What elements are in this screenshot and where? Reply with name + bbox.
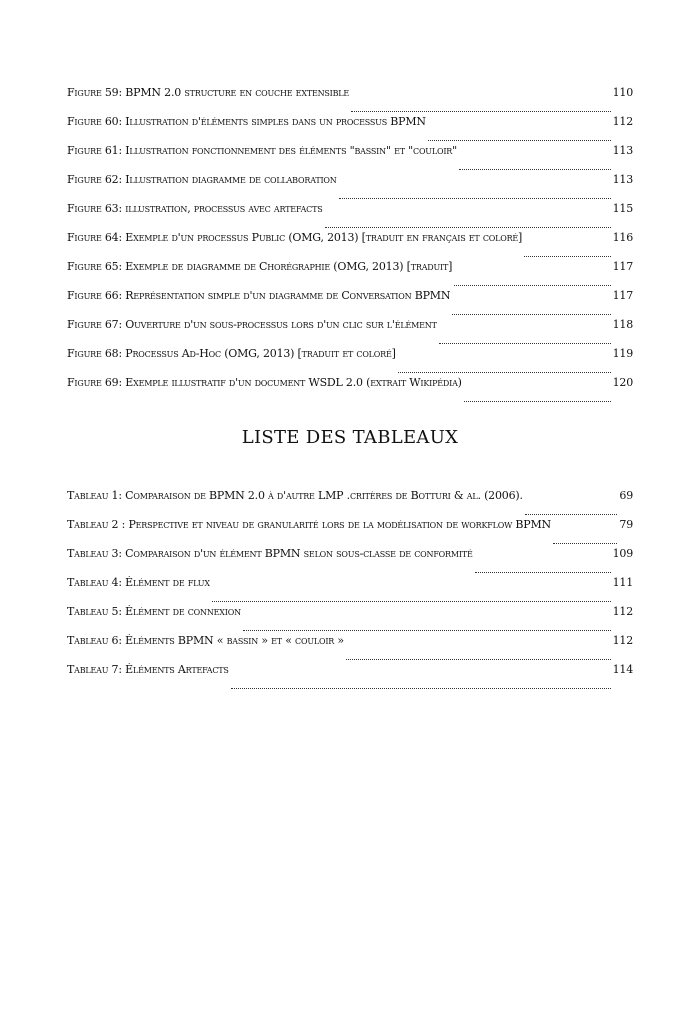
toc-entry-figure[interactable] (67, 86, 633, 115)
entry-page-number: 117 (612, 260, 633, 273)
dot-leader (553, 542, 617, 544)
entry-page-number: 69 (619, 489, 633, 502)
dot-leader (325, 226, 611, 228)
entry-label: Tableau 7: Éléments Artefacts (67, 663, 229, 676)
toc-entry-table[interactable] (67, 547, 633, 576)
entry-page-number: 118 (612, 318, 633, 331)
entry-page-number: 117 (612, 289, 633, 302)
toc-entry-figure[interactable] (67, 376, 633, 405)
toc-entry-figure[interactable] (67, 115, 633, 144)
dot-leader (351, 110, 611, 112)
entry-label: Tableau 2 : Perspective et niveau de granularité lors de la modélisation de workflow BPMN (67, 518, 551, 531)
entry-page-number: 110 (612, 86, 633, 99)
entry-label: Figure 65: Exemple de diagramme de Chorégraphie (OMG, 2013) [traduit] (67, 260, 453, 273)
entry-label: Figure 66: Représentation simple d'un diagramme de Conversation BPMN (67, 289, 451, 302)
entry-label: Figure 69: Exemple illustratif d'un document WSDL 2.0 (extrait Wikipédia) (67, 376, 462, 389)
entry-page-number: 111 (612, 576, 633, 589)
dot-leader (464, 400, 611, 402)
dot-leader (454, 284, 610, 286)
entry-page-number: 116 (612, 231, 633, 244)
toc-entry-table[interactable] (67, 663, 633, 692)
entry-page-number: 115 (612, 202, 633, 215)
dot-leader (524, 255, 610, 257)
dot-leader (212, 600, 611, 602)
list-of-figures (67, 86, 633, 405)
toc-entry-figure[interactable] (67, 202, 633, 231)
entry-page-number: 112 (612, 634, 633, 647)
toc-entry-figure[interactable] (67, 347, 633, 376)
toc-entry-table[interactable] (67, 489, 633, 518)
entry-label: Tableau 3: Comparaison d'un élément BPMN selon sous-classe de conformité (67, 547, 473, 560)
entry-page-number: 112 (612, 605, 633, 618)
dot-leader (243, 629, 611, 631)
toc-entry-figure[interactable] (67, 289, 633, 318)
toc-entry-figure[interactable] (67, 318, 633, 347)
dot-leader (439, 342, 611, 344)
entry-label: Figure 59: BPMN 2.0 structure en couche extensible (67, 86, 350, 99)
dot-leader (398, 371, 611, 373)
entry-label: Tableau 6: Éléments BPMN « bassin » et « couloir » (67, 634, 344, 647)
toc-entry-table[interactable] (67, 634, 633, 663)
entry-label: Tableau 1: Comparaison de BPMN 2.0 à d'autre LMP .critères de Botturi & al. (2006). (67, 489, 523, 502)
entry-page-number: 79 (619, 518, 633, 531)
entry-label: Figure 68: Processus Ad-Hoc (OMG, 2013) [traduit et coloré] (67, 347, 396, 360)
dot-leader (339, 197, 611, 199)
toc-entry-figure[interactable] (67, 144, 633, 173)
section-heading: LISTE DES TABLEAUX (241, 427, 459, 448)
dot-leader (428, 139, 611, 141)
entry-page-number: 113 (612, 173, 633, 186)
entry-page-number: 119 (612, 347, 633, 360)
dot-leader (459, 168, 611, 170)
dot-leader (452, 313, 610, 315)
entry-label: Figure 64: Exemple d'un processus Public (OMG, 2013) [traduit en français et coloré] (67, 231, 523, 244)
entry-label: Figure 63: illustration, processus avec artefacts (67, 202, 323, 215)
entry-page-number: 114 (612, 663, 633, 676)
toc-entry-table[interactable] (67, 576, 633, 605)
toc-entry-table[interactable] (67, 518, 633, 547)
toc-entry-figure[interactable] (67, 231, 633, 260)
entry-label: Figure 62: Illustration diagramme de collaboration (67, 173, 337, 186)
dot-leader (231, 687, 611, 689)
entry-page-number: 120 (612, 376, 633, 389)
entry-page-number: 113 (612, 144, 633, 157)
toc-entry-figure[interactable] (67, 260, 633, 289)
entry-page-number: 109 (612, 547, 633, 560)
dot-leader (525, 513, 618, 515)
entry-label: Figure 67: Ouverture d'un sous-processus lors d'un clic sur l'élément (67, 318, 437, 331)
list-of-tables (67, 489, 633, 692)
toc-entry-table[interactable] (67, 605, 633, 634)
entry-label: Tableau 5: Élément de connexion (67, 605, 241, 618)
dot-leader (475, 571, 611, 573)
entry-label: Figure 60: Illustration d'éléments simples dans un processus BPMN (67, 115, 426, 128)
dot-leader (346, 658, 611, 660)
entry-label: Tableau 4: Élément de flux (67, 576, 210, 589)
toc-entry-figure[interactable] (67, 173, 633, 202)
entry-label: Figure 61: Illustration fonctionnement des éléments "bassin" et "couloir" (67, 144, 457, 157)
entry-page-number: 112 (612, 115, 633, 128)
